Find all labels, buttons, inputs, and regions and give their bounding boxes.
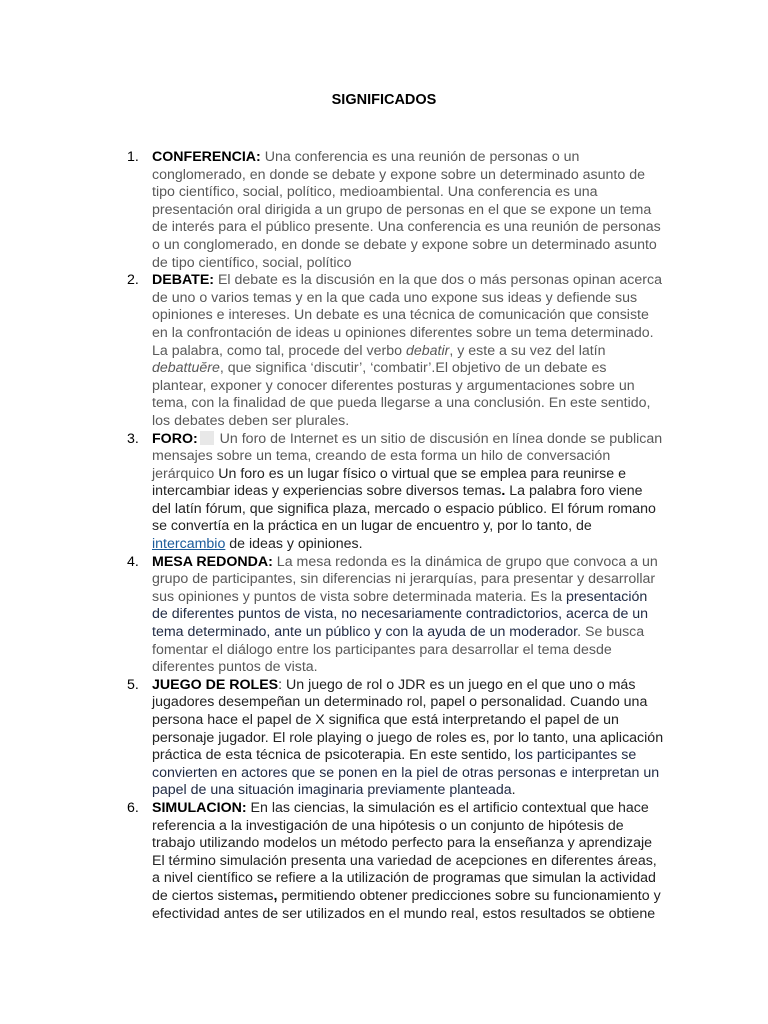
highlight-mark <box>200 431 214 445</box>
definition-text: . <box>511 782 516 799</box>
definitions-list <box>124 149 664 923</box>
definition-punctuation: , <box>273 887 278 904</box>
definition-text: La mesa redonda es la dinámica de grupo que convoca a un grupo de participantes, sin diferencias ni jerarquías, para presentar y desarrollar sus opiniones y puntos de vista sobre determinada materia. Es la <box>152 553 658 605</box>
list-number: 5. <box>127 676 139 693</box>
definition-text: En las ciencias, la simulación es el artificio contextual que hace referencia a la investigación de una hipótesis o un conjunto de hipótesis de trabajo utilizando modelos un método perfecto para la enseñanza y aprendizaje <box>152 799 653 852</box>
definition-italic: debatir <box>405 342 450 359</box>
list-item-mesa-redonda <box>124 554 664 677</box>
definition-text: presentación de diferentes puntos de vista, no necesariamente contradictorios, acerca de un tema determinado, ante un público y con la ayuda de un moderador <box>152 588 649 641</box>
list-number: 6. <box>127 799 139 816</box>
definition-text: Un foro de Internet es un sitio de discusión en línea donde se publican mensajes sobre un tema, creando de esta forma un hilo de conversación jerárquico <box>152 430 663 482</box>
term-label: DEBATE: <box>152 272 215 289</box>
page-title: SIGNIFICADOS <box>331 92 437 108</box>
definition-text: , que significa ‘discutir’, ‘combatir’.El objetivo de un debate es plantear, exponer y conocer diferentes posturas y argumentaciones sobre un tema, con la finalidad de que pueda llegarse a una conclusión. En este sentido, los debates deben ser plurales. <box>152 360 651 429</box>
definition-text: Una conferencia es una reunión de personas o un conglomerado, en donde se debate y expone sobre un determinado asunto de tipo científico, social, político, medioambiental. Una conferencia es una presentación oral dirigida a un grupo de personas en el que se expone un tema de interés para el público presente. Una conferencia es una reunión de personas o un conglomerado, en donde se debate y expone sobre un determinado asunto de tipo científico, social, político <box>152 149 661 271</box>
term-label: FORO: <box>152 430 198 447</box>
list-number: 1. <box>127 149 139 165</box>
definition-text: : Un juego de rol o JDR es un juego en el que uno o más jugadores desempeñan un determinado rol, papel o personalidad. Cuando una persona hace el papel de X significa que está interpretando el papel de un personaje jugador. El role playing o juego de roles es, por lo tanto, una aplicación práctica de esta técnica de psicoterapia. En este sentido, <box>152 676 664 764</box>
definition-punctuation: . <box>501 483 506 500</box>
definition-text: La palabra foro viene del latín fórum, que significa plaza, mercado o espacio público. El fórum romano se convertía en la práctica en un lugar de encuentro y, por lo tanto, de <box>152 483 656 535</box>
definition-text: El término simulación presenta una variedad de acepciones en diferentes áreas, a nivel científico se refiere a la utilización de programas que simulan la actividad de ciertos sistemas <box>152 852 657 904</box>
list-number: 4. <box>127 553 139 570</box>
definition-text: El debate es la discusión en la que dos o más personas opinan acerca de uno o varios temas y en la que cada uno expone sus ideas y defiende sus opiniones e intereses. Un debate es una técnica de comunicación que consiste en la confrontación de ideas u opiniones diferentes sobre un tema determinado. La palabra, como tal, procede del verbo <box>152 272 662 359</box>
definition-text: permitiendo obtener predicciones sobre su funcionamiento y efectividad antes de ser utilizados en el mundo real, estos resultados se obtiene <box>152 887 661 922</box>
term-label: JUEGO DE ROLES <box>152 676 279 693</box>
definition-text: los participantes se convierten en actores que se ponen en la piel de otras personas e interpretan un papel de una situación imaginaria previamente planteada <box>152 747 660 799</box>
list-number: 2. <box>127 272 139 289</box>
term-label: MESA REDONDA: <box>152 553 273 570</box>
list-item-debate <box>124 272 664 430</box>
definition-text: , y este a su vez del latín <box>449 342 606 359</box>
definition-italic: debattuĕre <box>152 360 220 377</box>
term-label: CONFERENCIA: <box>152 149 261 165</box>
list-item-juego-de-roles <box>124 677 664 800</box>
list-item-simulacion <box>124 800 664 923</box>
definition-text: . Se busca fomentar el diálogo entre los participantes para desarrollar el tema desde diferentes puntos de vista. <box>152 624 645 676</box>
intercambio-link[interactable]: intercambio <box>152 536 226 553</box>
definition-text: Un foro es un lugar físico o virtual que se emplea para reunirse e intercambiar ideas y experiencias sobre diversos temas <box>152 465 626 500</box>
list-item-foro <box>124 431 664 554</box>
list-number: 3. <box>127 430 139 447</box>
term-label: SIMULACION: <box>152 799 247 816</box>
definition-text: de ideas y opiniones. <box>225 536 363 553</box>
list-item-conferencia <box>124 149 664 272</box>
